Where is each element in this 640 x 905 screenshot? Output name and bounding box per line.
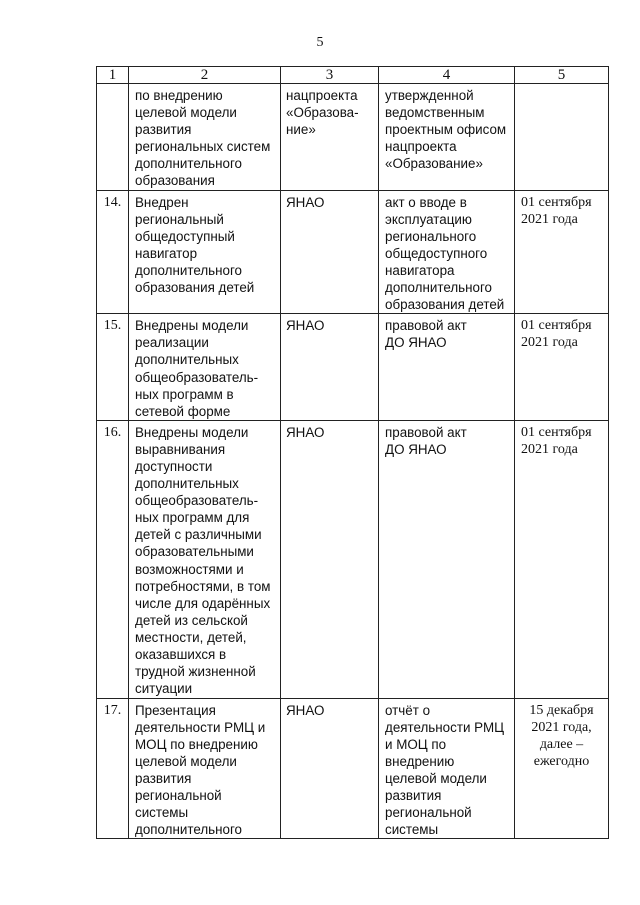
responsible-text: ЯНАО xyxy=(286,318,325,334)
result-text: правовой акт ДО ЯНАО xyxy=(385,424,467,457)
result-text: правовой акт ДО ЯНАО xyxy=(385,318,467,351)
event-text: по внедрению целевой модели развития региональных систем дополнительного образования xyxy=(135,88,271,189)
deadline-text xyxy=(515,84,608,87)
responsible-text: ЯНАО xyxy=(286,702,325,718)
event-text: Внедрены модели реализации дополнительных общеобразователь- ных программ в сетевой форме xyxy=(135,318,259,419)
table-row xyxy=(97,698,609,838)
header-row xyxy=(97,67,609,84)
event-text: Внедрен региональный общедоступный навигатор дополнительного образования детей xyxy=(135,194,255,296)
result-text: отчёт о деятельности РМЦ и МОЦ по внедрению целевой модели развития региональной системы xyxy=(385,702,504,838)
event-text: Презентация деятельности РМЦ и МОЦ по внедрению целевой модели развития региональной системы дополнительного xyxy=(135,702,266,838)
row-number: 16. xyxy=(103,424,122,440)
page-number: 5 xyxy=(316,35,324,50)
deadline-text: 15 декабря 2021 года, далее – ежегодно xyxy=(529,702,594,769)
column-header-5: 5 xyxy=(515,67,609,84)
row-number: 15. xyxy=(103,318,122,334)
responsible-text: ЯНАО xyxy=(286,194,325,210)
table-row xyxy=(97,190,609,314)
column-header-1: 1 xyxy=(97,67,129,84)
result-text: утвержденной ведомственным проектным офисом нацпроекта «Образование» xyxy=(385,88,507,172)
events-table xyxy=(96,66,609,839)
row-number: 17. xyxy=(103,702,122,718)
table-row xyxy=(97,420,609,698)
responsible-text: нацпроекта «Образова- ние» xyxy=(286,88,359,138)
deadline-text: 01 сентября 2021 года xyxy=(521,424,592,457)
table-row xyxy=(97,84,609,191)
deadline-text: 01 сентября 2021 года xyxy=(521,194,592,227)
row-number: 14. xyxy=(103,194,122,210)
row-number xyxy=(97,84,128,87)
column-header-4: 4 xyxy=(379,67,515,84)
column-header-3: 3 xyxy=(281,67,379,84)
column-header-2: 2 xyxy=(129,67,281,84)
responsible-text: ЯНАО xyxy=(286,424,325,440)
table-row xyxy=(97,314,609,421)
event-text: Внедрены модели выравнивания доступности дополнительных общеобразователь- ных программ для детей с различными образовательными возможностями и потребностями, в том числе для одарённых детей из сельской местности, детей, оказавшихся в трудной жизненной ситуации xyxy=(135,424,271,697)
result-text: акт о вводе в эксплуатацию регионального общедоступного навигатора дополнительного образования детей xyxy=(385,194,505,313)
deadline-text: 01 сентября 2021 года xyxy=(521,318,592,351)
